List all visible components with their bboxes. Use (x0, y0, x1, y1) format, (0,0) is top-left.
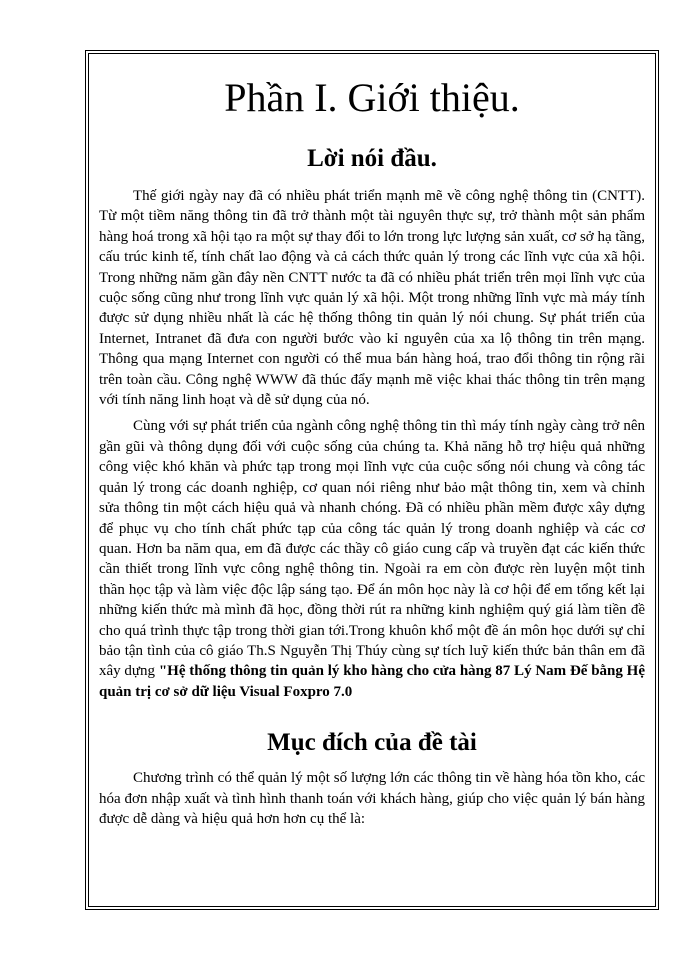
purpose-heading: Mục đích của đề tài (267, 729, 477, 757)
foreword-heading: Lời nói đầu. (307, 145, 437, 172)
page-border-frame (85, 50, 659, 910)
part-title: Phần I. Giới thiệu. (224, 75, 520, 120)
project-title-bold: "Hệ thống thông tin quản lý kho hàng cho cửa hàng 87 Lý Nam Đế bằng Hệ quản trị cơ sở dữ liệu Visual Foxpro 7.0 (99, 663, 645, 700)
foreword-paragraph-1: Thế giới ngày nay đã có nhiều phát triển mạnh mẽ về công nghệ thông tin (CNTT). Từ một tiềm năng thông tin đã trở thành một tài nguyên thực sự, trở thành một sản phẩm hàng hoá trong xã hội tạo ra một sự thay đổi to lớn trong lực lượng sản xuất, cơ sở hạ tầng, cấu trúc kinh tế, tính chất lao động và cả cách thức quản lý trong các lĩnh vực của xã hội. Trong những năm gần đây nền CNTT nước ta đã có nhiều phát triển trên mọi lĩnh vực của cuộc sống cũng như trong lĩnh vực quản lý xã hội. Một trong những lĩnh vực mà máy tính được sử dụng nhiều nhất là các hệ thống thông tin quản lý nói chung. Sự phát triển của Internet, Intranet đã đưa con người bước vào kỉ nguyên của xa lộ thông tin trên mạng. Thông qua mạng Internet con người có thể mua bán hàng hoá, trao đổi thông tin rộng rãi trên toàn cầu. Công nghệ WWW đã thúc đẩy mạnh mẽ việc khai thác thông tin trên mạng với tính năng linh hoạt và dễ sử dụng của nó. (99, 188, 645, 409)
purpose-paragraph-1: Chương trình có thể quản lý một số lượng lớn các thông tin về hàng hóa tồn kho, các hóa đơn nhập xuất và tình hình thanh toán với khách hàng, giúp cho việc quản lý bán hàng được dễ dàng và hiệu quả hơn hơn cụ thể là: (99, 770, 645, 827)
foreword-paragraph-2 (99, 416, 645, 702)
foreword-paragraph-2-text: Cùng với sự phát triển của ngành công nghệ thông tin thì máy tính ngày càng trở nên gần gũi và thông dụng đối với cuộc sống của chúng ta. Khả năng hỗ trợ hiệu quả những công việc khó khăn và phức tạp trong mọi lĩnh vực của cuộc sống nói chung và công tác quản lý trong các doanh nghiệp, cơ quan nói riêng như bảo mật thông tin, xem và chỉnh sửa thông tin một cách hiệu quả và nhanh chóng. Đã có nhiều phần mềm được xây dựng để phục vụ cho tính chất phức tạp của công tác quản lý trong doanh nghiệp và các cơ quan. Hơn ba năm qua, em đã được các thầy cô giáo cung cấp và truyền đạt các kiến thức cần thiết trong lĩnh vực công nghệ thông tin. Ngoài ra em còn được rèn luyện một tinh thần học tập và làm việc độc lập sáng tạo. Để án môn học này là cơ hội để em tổng kết lại những kiến thức mà mình đã học, đồng thời rút ra những kinh nghiệm quý giá làm tiền đề cho quá trình thực tập trong thời gian tới.Trong khuôn khổ một đề án môn học dưới sự chỉ bảo tận tình của cô giáo Th.S Nguyễn Thị Thúy cùng sự tích luỹ kiến thức bản thân em đã xây dựng (99, 418, 645, 680)
